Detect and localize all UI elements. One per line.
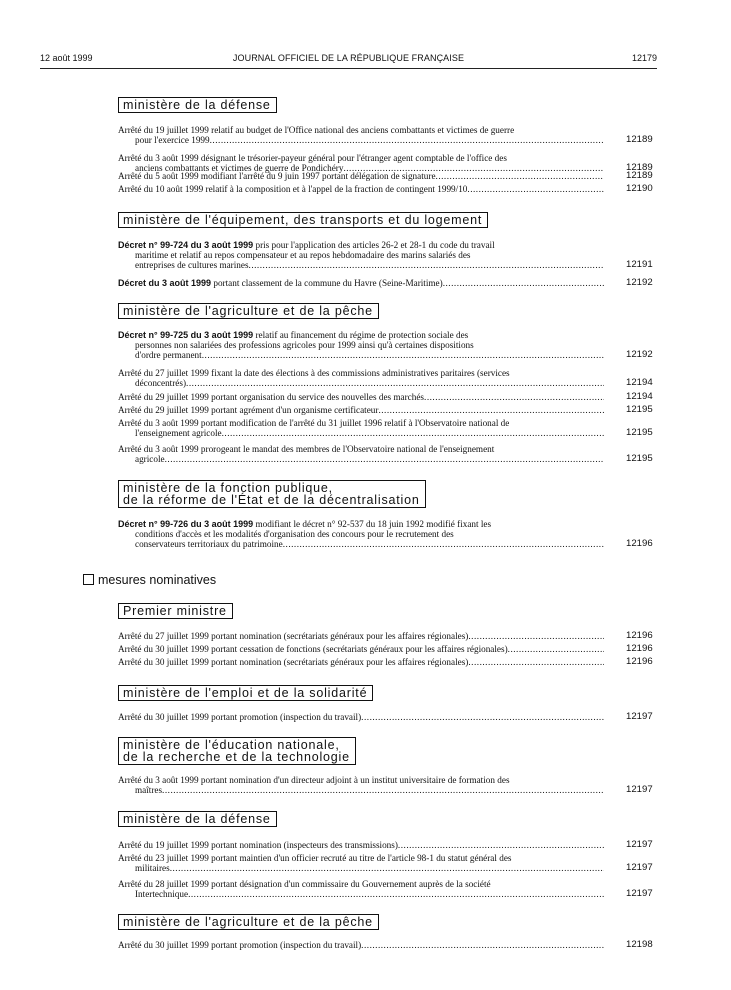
entry-page-number: 12195 [626, 453, 653, 464]
entry-page-number: 12189 [626, 162, 653, 173]
entry-line [118, 428, 604, 438]
entry-page-number: 12195 [626, 427, 653, 438]
entry-text: Arrêté du 30 juillet 1999 portant cessation de fonctions (secrétariats généraux pour les affaires régionales) [118, 644, 508, 654]
section-title-box [118, 480, 426, 508]
entry-page-number: 12191 [626, 259, 653, 270]
leader-dots [165, 454, 604, 464]
entry-line: Décret n° 99-724 du 3 août 1999 pris pour l'application des articles 26-2 et 28-1 du code du travail [118, 240, 495, 250]
entry-line [118, 171, 604, 181]
leader-dots [249, 260, 604, 270]
entry-line: conditions d'accès et les modalités d'organisation des concours pour le recrutement des [135, 529, 454, 539]
entry-line [118, 278, 604, 288]
header-rule [40, 68, 657, 69]
toc-entry[interactable] [118, 840, 604, 850]
leader-dots [222, 428, 604, 438]
entry-line [118, 863, 604, 873]
entry-line: Arrêté du 3 août 1999 portant nomination d'un directeur adjoint à un institut universitaire de formation des [118, 775, 510, 785]
entry-line: personnes non salariées des professions agricoles pour 1999 ainsi qu'à certaines dispositions [135, 340, 474, 350]
entry-page-number: 12192 [626, 277, 653, 288]
header-page-number: 12179 [631, 53, 657, 63]
entry-line [118, 712, 604, 722]
toc-entry[interactable] [118, 330, 604, 360]
toc-entry[interactable] [118, 125, 604, 145]
leader-dots [210, 135, 604, 145]
section-title: ministère de l'équipement, des transports et du logement [123, 213, 483, 227]
entry-text: Arrêté du 30 juillet 1999 portant promotion (inspection du travail) [118, 712, 362, 722]
mesures-nominatives-heading [83, 573, 216, 587]
leader-dots [170, 863, 604, 873]
entry-text: Arrêté du 5 août 1999 modifiant l'arrêté du 9 juin 1997 portant délégation de signature [118, 171, 436, 181]
section-title: ministère de l'agriculture et de la pêche [123, 304, 373, 318]
leader-dots [443, 278, 604, 288]
entry-line: Arrêté du 3 août 1999 prorogeant le mandat des membres de l'Observatoire national de l'enseignement [118, 444, 495, 454]
entry-page-number: 12197 [626, 839, 653, 850]
entry-text: Intertechnique [135, 889, 189, 899]
toc-entry[interactable] [118, 940, 604, 950]
section-title-box [118, 303, 379, 319]
entry-line [118, 889, 604, 899]
entry-line [118, 539, 604, 549]
entry-text: Arrêté du 19 juillet 1999 portant nomination (inspecteurs des transmissions) [118, 840, 398, 850]
section-title-box [118, 737, 356, 765]
page-header [40, 53, 657, 67]
entry-bold-title: Décret n° 99-724 du 3 août 1999 [118, 240, 254, 250]
section-title: ministère de l'éducation nationale, [123, 738, 340, 752]
section-title-box [118, 685, 373, 701]
leader-dots [436, 171, 604, 181]
header-date: 12 août 1999 [40, 53, 93, 63]
entry-page-number: 12190 [626, 183, 653, 194]
toc-entry[interactable] [118, 644, 604, 654]
mesures-label: mesures nominatives [98, 573, 217, 587]
entry-line: Décret n° 99-726 du 3 août 1999 modifiant le décret n° 92-537 du 18 juin 1992 modifié fixant les [118, 519, 492, 529]
entry-text: Décret du 3 août 1999 portant classement de la commune du Havre (Seine-Maritime) [118, 278, 443, 288]
section-title: Premier ministre [123, 604, 227, 618]
section-title-box [118, 811, 277, 827]
entry-text: pour l'exercice 1999 [135, 135, 210, 145]
toc-entry[interactable] [118, 712, 604, 722]
toc-entry[interactable] [118, 184, 604, 194]
entry-text: Arrêté du 30 juillet 1999 portant nomination (secrétariats généraux pour les affaires régionales) [118, 657, 469, 667]
entry-line [118, 350, 604, 360]
entry-text: déconcentrés) [135, 378, 187, 388]
leader-dots [378, 405, 604, 415]
toc-entry[interactable] [118, 240, 604, 270]
checkbox-square-icon [83, 574, 94, 585]
entry-text: militaires [135, 863, 170, 873]
entry-bold-title: Décret n° 99-726 du 3 août 1999 [118, 519, 254, 529]
leader-dots [468, 631, 604, 641]
leader-dots [468, 657, 604, 667]
entry-line: Arrêté du 3 août 1999 portant modification de l'arrêté du 31 juillet 1996 relatif à l'Observatoire national de [118, 418, 510, 428]
entry-line: Décret n° 99-725 du 3 août 1999 relatif au financement du régime de protection sociale des [118, 330, 469, 340]
toc-entry[interactable] [118, 775, 604, 795]
entry-line [118, 405, 604, 415]
section-title-box [118, 914, 379, 930]
section-title: ministère de la fonction publique, [123, 481, 333, 495]
entry-text: entreprises de cultures marines [135, 260, 249, 270]
entry-page-number: 12192 [626, 349, 653, 360]
entry-line [118, 260, 604, 270]
entry-text: Arrêté du 29 juillet 1999 portant agrément d'un organisme certificateur [118, 405, 379, 415]
toc-entry[interactable] [118, 153, 604, 173]
entry-page-number: 12196 [626, 656, 653, 667]
leader-dots [202, 350, 604, 360]
entry-line [118, 392, 604, 402]
section-title: ministère de la défense [123, 98, 271, 112]
entry-line: Arrêté du 3 août 1999 désignant le trésorier-payeur général pour l'étranger agent comptable de l'office des [118, 153, 507, 163]
entry-line: Arrêté du 28 juillet 1999 portant désignation d'un commissaire du Gouvernement auprès de la société [118, 879, 491, 889]
toc-entry[interactable] [118, 879, 604, 899]
entry-page-number: 12189 [626, 134, 653, 145]
entry-page-number: 12197 [626, 711, 653, 722]
leader-dots [361, 712, 604, 722]
entry-page-number: 12196 [626, 630, 653, 641]
entry-line [118, 657, 604, 667]
entry-line: Arrêté du 23 juillet 1999 portant maintien d'un officier recruté au titre de l'article 98-1 du statut général des [118, 853, 512, 863]
entry-bold-title: Décret n° 99-725 du 3 août 1999 [118, 330, 254, 340]
entry-page-number: 12197 [626, 862, 653, 873]
section-title: ministère de la défense [123, 812, 271, 826]
entry-page-number: 12194 [626, 391, 653, 402]
leader-dots [186, 378, 604, 388]
entry-text: conservateurs territoriaux du patrimoine [135, 539, 283, 549]
entry-line: maritime et relatif au repos compensateur et au repos hebdomadaire des marins salariés des [135, 250, 471, 260]
entry-bold-title: Décret du 3 août 1999 [118, 278, 212, 288]
entry-page-number: 12194 [626, 377, 653, 388]
section-title: ministère de l'emploi et de la solidarité [123, 686, 368, 700]
entry-text: agricole [135, 454, 165, 464]
entry-text: Arrêté du 30 juillet 1999 portant promotion (inspection du travail) [118, 940, 362, 950]
toc-entry[interactable] [118, 278, 604, 288]
entry-page-number: 12197 [626, 888, 653, 899]
toc-entry[interactable] [118, 444, 604, 464]
leader-dots [508, 644, 604, 654]
toc-entry[interactable] [118, 405, 604, 415]
leader-dots [398, 840, 604, 850]
toc-entry[interactable] [118, 368, 604, 388]
entry-line [118, 644, 604, 654]
entry-line [118, 378, 604, 388]
entry-page-number: 12198 [626, 939, 653, 950]
entry-line [118, 135, 604, 145]
section-title: ministère de l'agriculture et de la pêche [123, 915, 373, 929]
entry-text: maîtres [135, 785, 163, 795]
entry-line [118, 184, 604, 194]
entry-line [118, 940, 604, 950]
entry-page-number: 12196 [626, 643, 653, 654]
header-journal-title: JOURNAL OFFICIEL DE LA RÉPUBLIQUE FRANÇAISE [232, 53, 465, 63]
entry-text: d'ordre permanent [135, 350, 202, 360]
leader-dots [188, 889, 604, 899]
entry-text: Arrêté du 27 juillet 1999 portant nomination (secrétariats généraux pour les affaires régionales) [118, 631, 469, 641]
toc-entry[interactable] [118, 657, 604, 667]
entry-page-number: 12196 [626, 538, 653, 549]
entry-line: Arrêté du 27 juillet 1999 fixant la date des élections à des commissions administratives paritaires (services [118, 368, 510, 378]
section-title-box [118, 97, 277, 113]
leader-dots [283, 539, 604, 549]
toc-entry[interactable] [118, 418, 604, 438]
entry-line [118, 631, 604, 641]
leader-dots [467, 184, 604, 194]
entry-line [118, 840, 604, 850]
entry-page-number: 12189 [626, 170, 653, 181]
entry-text: anciens combattants et victimes de guerre de Pondichéry [135, 163, 344, 173]
toc-entry[interactable] [118, 853, 604, 873]
leader-dots [361, 940, 604, 950]
entry-line [118, 785, 604, 795]
section-title-box [118, 212, 488, 228]
section-title-box [118, 603, 233, 619]
toc-entry[interactable] [118, 519, 604, 549]
section-title-line2: de la réforme de l'État et de la décentralisation [123, 493, 420, 507]
entry-page-number: 12197 [626, 784, 653, 795]
section-title-line2: de la recherche et de la technologie [123, 750, 350, 764]
entry-line [118, 454, 604, 464]
entry-line: Arrêté du 19 juillet 1999 relatif au budget de l'Office national des anciens combattants et victimes de guerre [118, 125, 515, 135]
toc-entry[interactable] [118, 171, 604, 181]
entry-page-number: 12195 [626, 404, 653, 415]
leader-dots [162, 785, 604, 795]
toc-entry[interactable] [118, 631, 604, 641]
entry-text: Arrêté du 10 août 1999 relatif à la composition et à l'appel de la fraction de contingent 1999/10 [118, 184, 468, 194]
entry-text: Arrêté du 29 juillet 1999 portant organisation du service des nouvelles des marchés [118, 392, 425, 402]
entry-text: l'enseignement agricole [135, 428, 222, 438]
toc-entry[interactable] [118, 392, 604, 402]
leader-dots [424, 392, 604, 402]
